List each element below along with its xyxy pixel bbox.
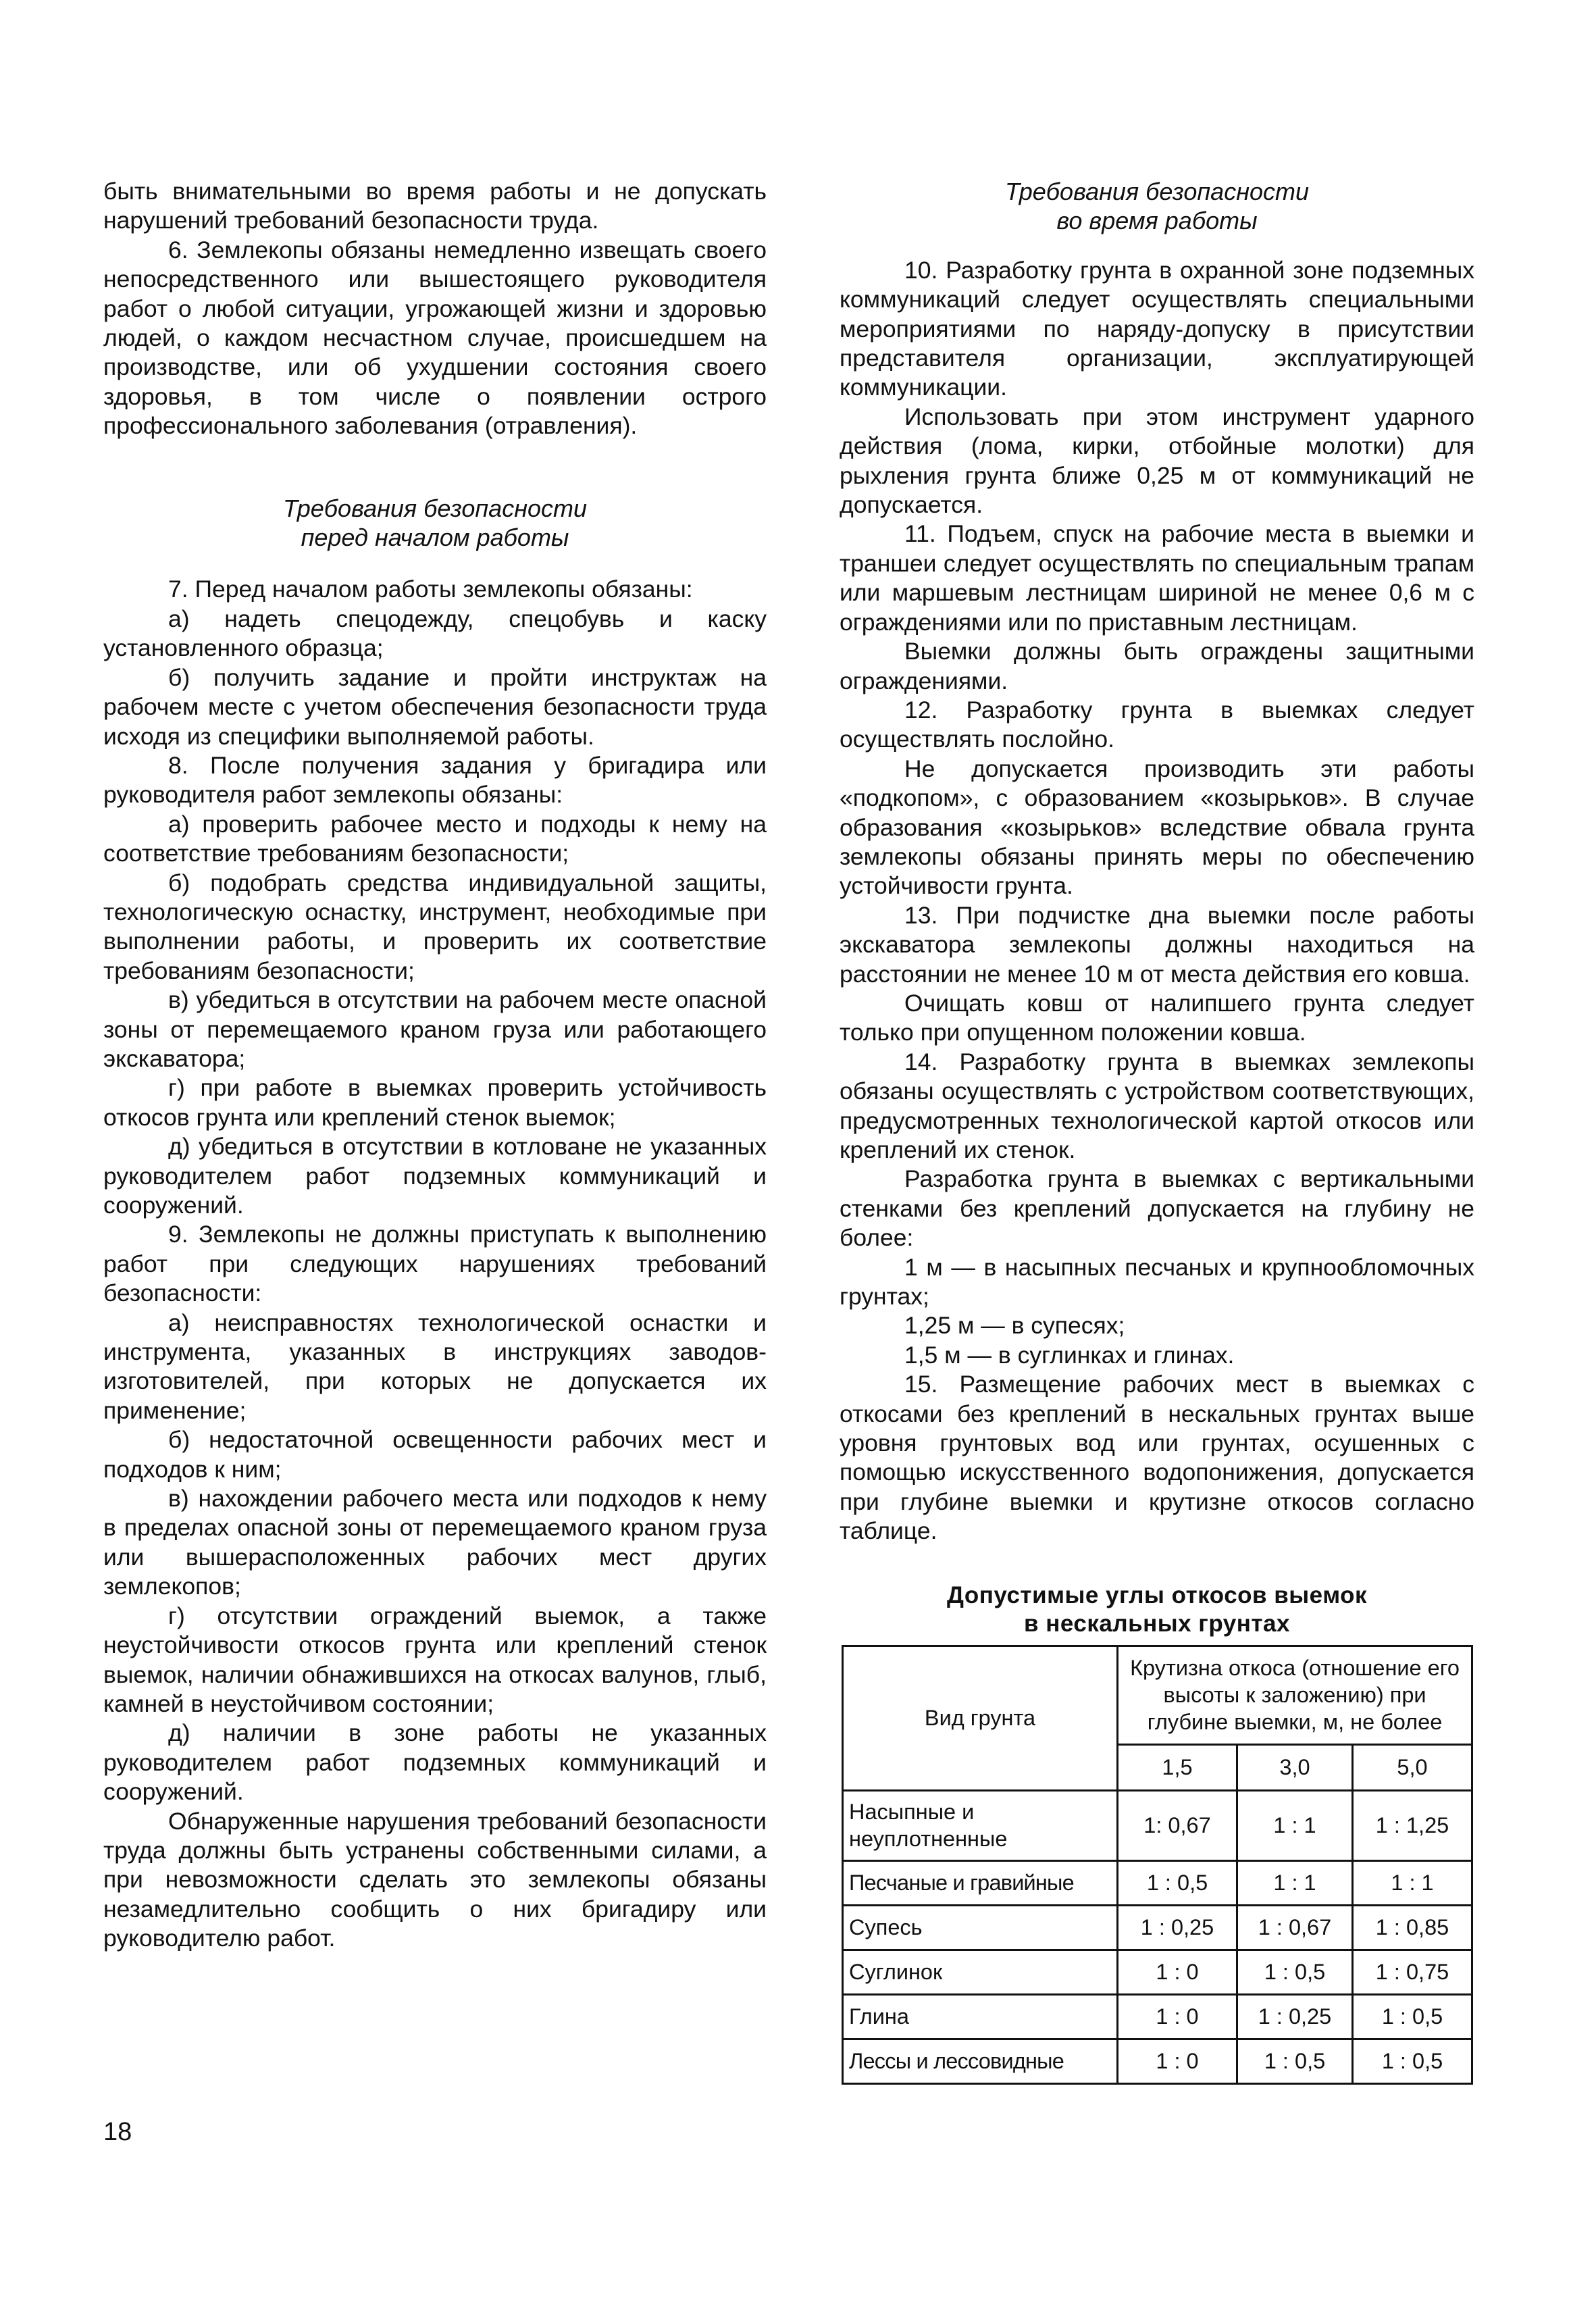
soil-kind-cell: Супесь	[843, 1905, 1118, 1950]
paragraph: 1,25 м — в супесях;	[904, 1312, 1125, 1340]
paragraph: 1 м — в насыпных песчаных и крупнообломочных грунтах;	[840, 1253, 1474, 1311]
slope-cell: 1 : 0,85	[1353, 1905, 1472, 1950]
slope-cell: 1 : 0	[1118, 1950, 1237, 1994]
depth-cell: 5,0	[1353, 1744, 1472, 1790]
paragraph: в) нахождении рабочего места или подходов к нему в пределах опасной зоны от перемещаемого краном груза или вышерасположенных рабочих мест других землекопов;	[103, 1485, 767, 1600]
slope-cell: 1 : 0,5	[1237, 1950, 1353, 1994]
right-column	[840, 177, 1474, 2085]
slope-cell: 1 : 0,5	[1353, 2039, 1472, 2083]
depth-cell: 3,0	[1237, 1744, 1353, 1790]
paragraph: д) наличии в зоне работы не указанных руководителем работ подземных коммуникаций и сооружений.	[103, 1719, 767, 1806]
slopes-table	[842, 1645, 1473, 2085]
slope-cell: 1 : 1,25	[1353, 1790, 1472, 1860]
slope-cell: 1 : 1	[1353, 1860, 1472, 1905]
paragraph: г) отсутствии ограждений выемок, а также неустойчивости откосов грунта или креплений стенок выемок, наличии обнажившихся на откосах валунов, глыб, камней в неустойчивом состоянии;	[103, 1602, 767, 1717]
table-header-row	[843, 1646, 1472, 1744]
table-row	[843, 1790, 1472, 1860]
slope-cell: 1 : 0,67	[1237, 1905, 1353, 1950]
paragraph: Обнаруженные нарушения требований безопасности труда должны быть устранены собственными силами, а при невозможности сделать это землекопы обязаны незамедлительно сообщить о них бригадиру или руководителю работ.	[103, 1807, 767, 1952]
slope-cell: 1 : 1	[1237, 1860, 1353, 1905]
paragraph: 7. Перед началом работы землекопы обязаны:	[168, 576, 693, 603]
header-cell-kind: Вид грунта	[843, 1646, 1118, 1790]
soil-kind-cell: Глина	[843, 1994, 1118, 2039]
section-heading	[103, 494, 767, 553]
depth-cell: 1,5	[1118, 1744, 1237, 1790]
paragraph: 8. После получения задания у бригадира или руководителя работ землекопы обязаны:	[103, 751, 767, 809]
paragraph: а) неисправностях технологической оснастки и инструмента, указанных в инструкциях заводов-изготовителей, при которых не допускается их применение;	[103, 1308, 767, 1424]
table-row	[843, 1905, 1472, 1950]
slope-cell: 1 : 0,25	[1237, 1994, 1353, 2039]
paragraph: а) надеть спецодежду, спецобувь и каску установленного образца;	[103, 605, 767, 662]
paragraph: б) подобрать средства индивидуальной защиты, технологическую оснастку, инструмент, необходимые при выполнении работы, и проверить их соответствие требованиям безопасности;	[103, 869, 767, 984]
paragraph: 1,5 м — в суглинках и глинах.	[904, 1341, 1235, 1369]
paragraph: Очищать ковш от налипшего грунта следует только при опущенном положении ковша.	[840, 989, 1474, 1046]
section-heading-line: Требования безопасности	[282, 494, 588, 522]
paragraph: а) проверить рабочее место и подходы к нему на соответствие требованиям безопасности;	[103, 810, 767, 867]
paragraph: 13. При подчистке дна выемки после работы экскаватора землекопы должны находиться на расстоянии не менее 10 м от места действия его ковша.	[840, 901, 1474, 988]
table-row	[843, 1860, 1472, 1905]
section-heading-line: Требования безопасности	[1004, 178, 1310, 205]
section-heading-line: во время работы	[1056, 207, 1258, 235]
slope-cell: 1 : 0,5	[1353, 1994, 1472, 2039]
paragraph: 11. Подъем, спуск на рабочие места в выемки и траншеи следует осуществлять по специальным трапам или маршевым лестницам шириной не менее 0,6 м с ограждениями или по приставным лестницам.	[840, 520, 1474, 636]
slope-cell: 1: 0,67	[1118, 1790, 1237, 1860]
slope-cell: 1 : 0,75	[1353, 1950, 1472, 1994]
paragraph: б) получить задание и пройти инструктаж на рабочем месте с учетом обеспечения безопасности труда исходя из специфики выполняемой работы.	[103, 663, 767, 750]
paragraph: 6. Землекопы обязаны немедленно извещать своего непосредственного или вышестоящего руководителя работ о любой ситуации, угрожающей жизни и здоровью людей, о каждом несчастном случае, происшедшем на производстве, или об ухудшении состояния своего здоровья, в том числе о появлении острого профессионального заболевания (отравления).	[103, 236, 767, 440]
paragraph: 15. Размещение рабочих мест в выемках с откосами без креплений в нескальных грунтах выше уровня грунтовых вод или грунтах, осушенных с помощью искусственного водопонижения, допускается при глубине выемки и крутизне откосов согласно таблице.	[840, 1371, 1474, 1545]
section-heading	[840, 177, 1474, 236]
paragraph: Не допускается производить эти работы «подкопом», с образованием «козырьков». В случае образования «козырьков» вследствие обвала грунта землекопы обязаны принять меры по обеспечению устойчивости грунта.	[840, 755, 1474, 900]
soil-kind-cell: Насыпные и неуплотненные	[843, 1790, 1118, 1860]
header-cell-slope: Крутизна откоса (отношение его высоты к заложению) при глубине выемки, м, не более	[1118, 1646, 1472, 1744]
table-title-line: Допустимые углы откосов выемок	[946, 1581, 1368, 1608]
table-row	[843, 2039, 1472, 2083]
section-heading-line: перед началом работы	[301, 524, 569, 552]
left-column	[103, 177, 767, 1954]
paragraph: 14. Разработку грунта в выемках землекопы обязаны осуществлять с устройством соответствующих, предусмотренных технологической картой откосов или креплений их стенок.	[840, 1048, 1474, 1163]
paragraph: 10. Разработку грунта в охранной зоне подземных коммуникаций следует осуществлять специальными мероприятиями по наряду-допуску в присутствии представителя организации, эксплуатирующей коммуникации.	[840, 256, 1474, 401]
table-title-line: в нескальных грунтах	[1024, 1610, 1290, 1637]
paragraph: 9. Землекопы не должны приступать к выполнению работ при следующих нарушениях требований безопасности:	[103, 1221, 767, 1307]
slope-cell: 1 : 1	[1237, 1790, 1353, 1860]
paragraph: в) убедиться в отсутствии на рабочем месте опасной зоны от перемещаемого краном груза или работающего экскаватора;	[103, 986, 767, 1072]
table-row	[843, 1994, 1472, 2039]
paragraph: Использовать при этом инструмент ударного действия (лома, кирки, отбойные молотки) для рыхления грунта ближе 0,25 м от коммуникаций не допускается.	[840, 403, 1474, 519]
paragraph: г) при работе в выемках проверить устойчивость откосов грунта или креплений стенок выемок;	[103, 1074, 767, 1131]
paragraph: быть внимательными во время работы и не допускать нарушений требований безопасности труда.	[103, 178, 767, 234]
paragraph: 12. Разработку грунта в выемках следует осуществлять послойно.	[840, 696, 1474, 753]
paragraph: Разработка грунта в выемках с вертикальными стенками без креплений допускается на глубину не более:	[840, 1165, 1474, 1252]
soil-kind-cell: Лессы и лессовидные	[843, 2039, 1118, 2083]
slope-cell: 1 : 0,25	[1118, 1905, 1237, 1950]
paragraph: д) убедиться в отсутствии в котловане не указанных руководителем работ подземных коммуникаций и сооружений.	[103, 1133, 767, 1219]
table-title	[840, 1581, 1474, 1638]
slope-cell: 1 : 0	[1118, 1994, 1237, 2039]
paragraph: б) недостаточной освещенности рабочих мест и подходов к ним;	[103, 1426, 767, 1483]
slope-cell: 1 : 0	[1118, 2039, 1237, 2083]
slope-cell: 1 : 0,5	[1118, 1860, 1237, 1905]
soil-kind-cell: Песчаные и гравийные	[843, 1860, 1118, 1905]
slope-cell: 1 : 0,5	[1237, 2039, 1353, 2083]
page-number: 18	[103, 2118, 132, 2146]
table-row	[843, 1950, 1472, 1994]
soil-kind-cell: Суглинок	[843, 1950, 1118, 1994]
paragraph: Выемки должны быть ограждены защитными ограждениями.	[840, 638, 1474, 694]
